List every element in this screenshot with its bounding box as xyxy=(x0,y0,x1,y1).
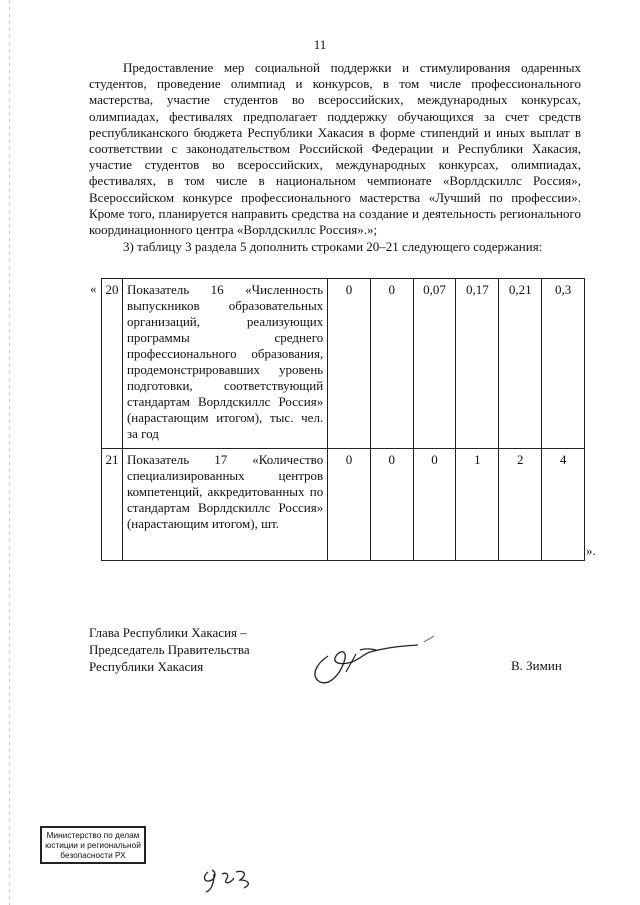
table-row xyxy=(102,279,585,449)
row-number: 20 xyxy=(102,279,123,449)
indicator-value: 0 xyxy=(370,279,413,449)
indicator-value: 0,07 xyxy=(413,279,456,449)
indicator-value: 0 xyxy=(370,449,413,561)
handwritten-signature xyxy=(300,628,450,688)
stamp-line: безопасности РХ xyxy=(60,850,126,860)
signatory-position xyxy=(89,624,250,675)
indicator-value: 0,21 xyxy=(499,279,542,449)
position-line: Республики Хакасия xyxy=(89,659,204,674)
table-row xyxy=(102,449,585,561)
registration-stamp xyxy=(40,826,146,864)
indicator-value: 0,3 xyxy=(542,279,585,449)
indicator-value: 0 xyxy=(328,279,371,449)
indicator-table xyxy=(101,278,585,561)
signer-name: В. Зимин xyxy=(511,658,562,673)
stamp-line: юстиции и региональной xyxy=(45,840,141,850)
closing-quote: ». xyxy=(586,543,596,558)
page-number: 11 xyxy=(313,37,327,52)
handwritten-initials xyxy=(200,862,260,896)
paragraph-table-amendment: 3) таблицу 3 раздела 5 дополнить строками 20–21 следующего содержания: xyxy=(123,239,543,255)
indicator-value: 2 xyxy=(499,449,542,561)
indicator-value: 0,17 xyxy=(456,279,499,449)
position-line: Глава Республики Хакасия – xyxy=(89,625,247,640)
indicator-value: 4 xyxy=(542,449,585,561)
indicator-name: Показатель 17 «Количество специализированных центров компетенций, аккредитованных по стандартам Ворлдскиллс Россия» (нарастающим итогом), шт. xyxy=(122,449,327,561)
opening-quote: « xyxy=(90,281,97,296)
indicator-value: 0 xyxy=(328,449,371,561)
scan-edge-artifact xyxy=(9,0,10,905)
body-text xyxy=(89,60,581,255)
indicator-value: 0 xyxy=(413,449,456,561)
indicator-name: Показатель 16 «Численность выпускников образовательных организаций, реализующих программы среднего профессионального образования, продемонстрировавших уровень подготовки, соответствующий стандартам Ворлдскиллс Россия» (нарастающим итогом), тыс. чел. за год xyxy=(122,279,327,449)
indicator-value: 1 xyxy=(456,449,499,561)
row-number: 21 xyxy=(102,449,123,561)
stamp-line: Министерство по делам xyxy=(46,830,140,840)
position-line: Председатель Правительства xyxy=(89,642,250,657)
paragraph-support-measures: Предоставление мер социальной поддержки и стимулирования одаренных студентов, проведение олимпиад и конкурсов, в том числе профессионального мастерства, участие студентов во всероссийских, международных конкурсах, олимпиадах, фестивалях предполагает поддержку обучающихся за счет средств республиканского бюджета Республики Хакасия в форме стипендий и иных выплат в соответствии с законодательством Российской Федерации и Республики Хакасия, участие студентов во всероссийских, международных конкурсах, олимпиадах, фестивалях, в том числе в национальном чемпионате «Ворлдскиллс Россия», Всероссийском конкурсе профессионального мастерства «Лучший по профессии». Кроме того, планируется направить средства на создание и деятельность регионального координационного центра «Ворлдскиллс Россия».»; xyxy=(89,60,581,238)
